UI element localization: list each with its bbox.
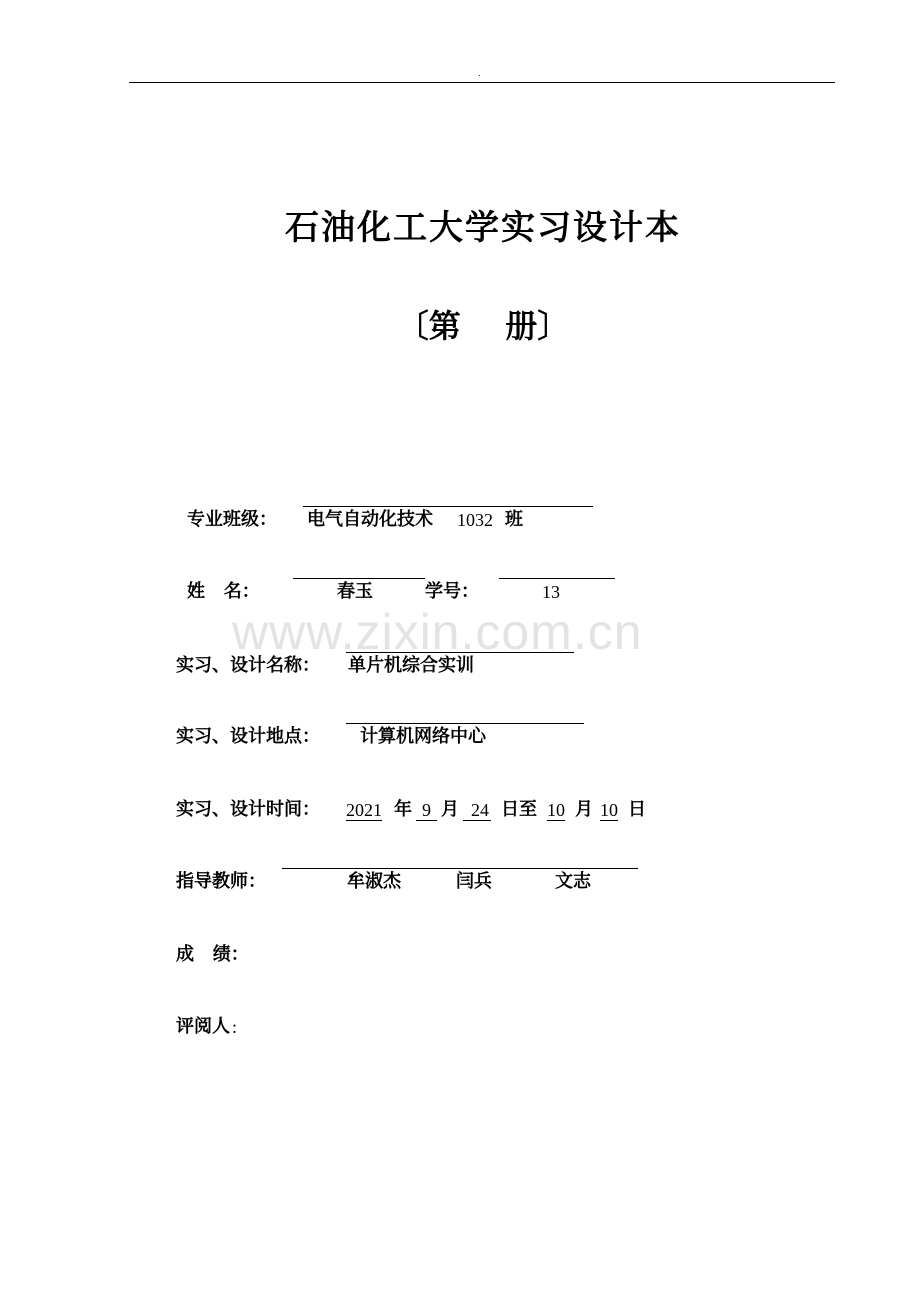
major-class-suffix: 班 (505, 509, 523, 530)
time-end-day: 10 (600, 796, 618, 821)
teacher-3: 文志 (555, 871, 591, 892)
major-label: 专业班级： (187, 509, 277, 530)
name-value: 春玉 (337, 581, 373, 602)
header-dot: . (478, 69, 481, 78)
teacher-1: 牟淑杰 (347, 871, 401, 892)
time-label: 实习、设计时间： (176, 799, 320, 820)
student-id-label: 学号： (425, 581, 479, 602)
time-month: 9 (416, 796, 437, 821)
header-rule (129, 82, 835, 83)
time-end-month-unit: 月 (575, 799, 593, 820)
time-year: 2021 (346, 796, 382, 821)
time-day-unit: 日至 (501, 799, 537, 820)
grade-label: 成 绩： (176, 944, 249, 965)
design-name-value: 单片机综合实训 (348, 655, 474, 676)
name-label: 姓 名： (187, 581, 260, 602)
time-day: 24 (463, 796, 491, 821)
teacher-2: 闫兵 (456, 871, 492, 892)
time-end-month: 10 (547, 796, 565, 821)
major-value: 电气自动化技术 (307, 509, 433, 530)
time-end-day-unit: 日 (628, 799, 646, 820)
document-title: 石油化工大学实习设计本 (285, 208, 681, 248)
teacher-label: 指导教师： (176, 871, 266, 892)
volume-label: 〔第 册〕 (396, 307, 570, 345)
major-class-number: 1032 (457, 510, 493, 530)
reviewer-colon: : (232, 1017, 238, 1037)
time-month-unit: 月 (441, 799, 459, 820)
location-value: 计算机网络中心 (360, 726, 486, 747)
time-year-unit: 年 (394, 799, 412, 820)
location-label: 实习、设计地点： (176, 726, 320, 747)
reviewer-label: 评阅人 (176, 1016, 230, 1037)
student-id-value: 13 (542, 582, 560, 602)
watermark: www.zixin.com.cn (232, 604, 643, 660)
design-name-label: 实习、设计名称： (176, 655, 320, 676)
